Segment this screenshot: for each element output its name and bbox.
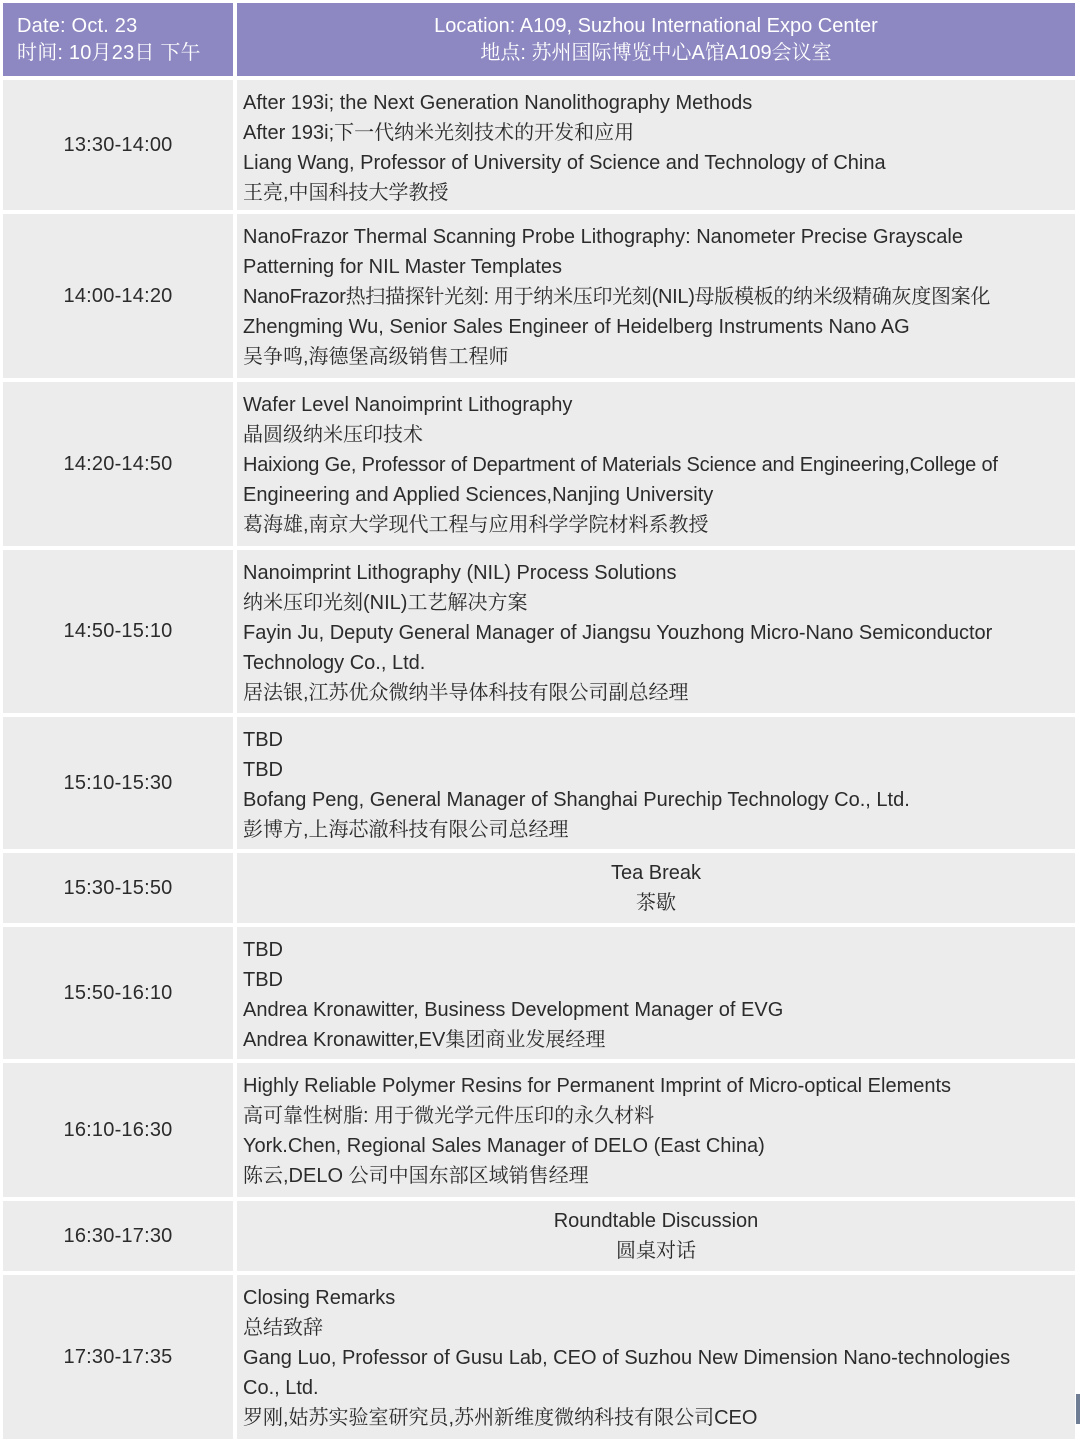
session-details: [237, 214, 1075, 378]
scrollbar-thumb[interactable]: [1076, 1394, 1080, 1424]
discussion-row: [0, 1201, 1080, 1271]
talk-title-cn: TBD: [243, 969, 283, 991]
session-row: [0, 80, 1080, 210]
talk-title-en: Closing Remarks: [243, 1287, 396, 1309]
speaker-cn: 吴争鸣,海德堡高级销售工程师: [243, 346, 509, 368]
speaker-en: Gang Luo, Professor of Gusu Lab, CEO of Suzhou New Dimension Nano-technologies: [243, 1347, 1011, 1369]
speaker-cn: 葛海雄,南京大学现代工程与应用科学学院材料系教授: [243, 514, 709, 536]
session-time: 14:50-15:10: [3, 550, 233, 713]
talk-title-en-cont: Patterning for NIL Master Templates: [243, 256, 563, 278]
session-time: 15:10-15:30: [3, 717, 233, 849]
session-details: [237, 1275, 1075, 1439]
date-en: Date: Oct. 23: [17, 14, 138, 37]
talk-title-en: Highly Reliable Polymer Resins for Permanent Imprint of Micro-optical Elements: [243, 1075, 952, 1097]
speaker-en-cont: Technology Co., Ltd.: [243, 652, 426, 674]
talk-title-cn: NanoFrazor热扫描探针光刻: 用于纳米压印光刻(NIL)母版模板的纳米级精确灰度图案化: [243, 286, 991, 308]
talk-title-cn: 高可靠性树脂: 用于微光学元件压印的永久材料: [243, 1105, 655, 1127]
session-row: [0, 550, 1080, 713]
speaker-en: York.Chen, Regional Sales Manager of DELO (East China): [243, 1135, 765, 1157]
session-time: 15:30-15:50: [3, 853, 233, 923]
speaker-cn: 居法银,江苏优众微纳半导体科技有限公司副总经理: [243, 682, 689, 704]
speaker-en: Bofang Peng, General Manager of Shanghai Purechip Technology Co., Ltd.: [243, 789, 910, 811]
speaker-cn: 王亮,中国科技大学教授: [243, 182, 449, 204]
date-cn: 时间: 10月23日 下午: [17, 41, 201, 64]
location-cell: [237, 3, 1075, 76]
speaker-en: Andrea Kronawitter, Business Development Manager of EVG: [243, 999, 784, 1021]
session-details: [237, 550, 1075, 713]
talk-title-cn: 总结致辞: [243, 1317, 323, 1339]
speaker-en-cont: Co., Ltd.: [243, 1377, 319, 1399]
talk-title-en: After 193i; the Next Generation Nanolithography Methods: [243, 92, 753, 114]
session-row: [0, 927, 1080, 1059]
break-title-cn: 茶歇: [636, 892, 676, 914]
session-details: [237, 717, 1075, 849]
session-time: 16:10-16:30: [3, 1063, 233, 1197]
session-time: 15:50-16:10: [3, 927, 233, 1059]
session-details: [237, 927, 1075, 1059]
session-details: [237, 382, 1075, 546]
speaker-cn: 彭博方,上海芯澈科技有限公司总经理: [243, 819, 569, 841]
session-row: [0, 1275, 1080, 1439]
session-time: 14:00-14:20: [3, 214, 233, 378]
talk-title-en: Nanoimprint Lithography (NIL) Process Solutions: [243, 562, 677, 584]
talk-title-cn: After 193i;下一代纳米光刻技术的开发和应用: [243, 122, 635, 144]
session-details: [237, 1063, 1075, 1197]
session-time: 17:30-17:35: [3, 1275, 233, 1439]
header-row: [0, 3, 1080, 76]
speaker-cn: Andrea Kronawitter,EV集团商业发展经理: [243, 1029, 606, 1051]
break-title-en: Tea Break: [610, 862, 702, 884]
speaker-en: Haixiong Ge, Professor of Department of Materials Science and Engineering,College of: [243, 454, 998, 476]
talk-title-cn: 晶圆级纳米压印技术: [243, 424, 423, 446]
discussion-title-cn: 圆桌对话: [616, 1240, 696, 1262]
discussion-title-en: Roundtable Discussion: [553, 1210, 759, 1232]
speaker-cn: 陈云,DELO 公司中国东部区域销售经理: [243, 1165, 589, 1187]
session-row: [0, 214, 1080, 378]
speaker-cn: 罗刚,姑苏实验室研究员,苏州新维度微纳科技有限公司CEO: [243, 1407, 758, 1429]
location-cn: 地点: 苏州国际博览中心A馆A109会议室: [480, 41, 832, 64]
speaker-en: Zhengming Wu, Senior Sales Engineer of Heidelberg Instruments Nano AG: [243, 316, 910, 338]
talk-title-en: TBD: [243, 729, 283, 751]
location-en: Location: A109, Suzhou International Expo Center: [434, 14, 878, 37]
session-row: [0, 1063, 1080, 1197]
session-details: [237, 853, 1075, 923]
session-time: 14:20-14:50: [3, 382, 233, 546]
talk-title-cn: TBD: [243, 759, 283, 781]
session-time: 16:30-17:30: [3, 1201, 233, 1271]
speaker-en: Fayin Ju, Deputy General Manager of Jiangsu Youzhong Micro-Nano Semiconductor: [243, 622, 993, 644]
session-row: [0, 717, 1080, 849]
session-details: [237, 1201, 1075, 1271]
talk-title-en: Wafer Level Nanoimprint Lithography: [243, 394, 573, 416]
talk-title-en: TBD: [243, 939, 283, 961]
break-row: [0, 853, 1080, 923]
session-row: [0, 382, 1080, 546]
session-details: [237, 80, 1075, 210]
speaker-en-cont: Engineering and Applied Sciences,Nanjing University: [243, 484, 714, 506]
talk-title-cn: 纳米压印光刻(NIL)工艺解决方案: [243, 592, 528, 614]
session-time: 13:30-14:00: [3, 80, 233, 210]
talk-title-en: NanoFrazor Thermal Scanning Probe Lithography: Nanometer Precise Grayscale: [243, 226, 963, 248]
speaker-en: Liang Wang, Professor of University of Science and Technology of China: [243, 152, 886, 174]
date-cell: [3, 3, 233, 76]
